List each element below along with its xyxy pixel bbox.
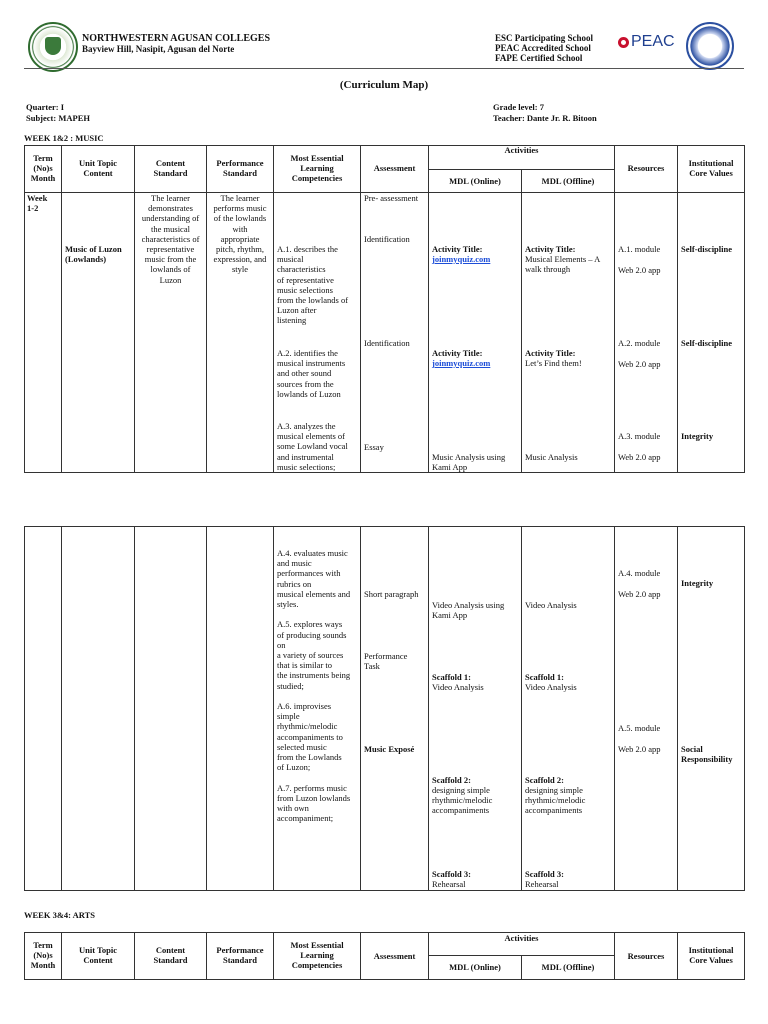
- w3-col-header-mdl-offline: MDL (Offline): [541, 962, 595, 972]
- joinmyquiz-link-a2[interactable]: joinmyquiz.com: [432, 358, 491, 368]
- assessment-performance-task: Performance Task: [364, 651, 408, 672]
- competencies-a4-a7: A.4. evaluates music and music performances with rubrics on musical elements and styles. A.5. explores ways of producing sounds on a variety of sources that is similar to the instruments being studied; A.6. improvises simple rhythmic/melodic accompaniments to selected music from the Lowlands of Luzon; A.7. performs music from Luzon lowlands with own accompaniment;: [277, 548, 351, 824]
- esc-line: ESC Participating School: [495, 33, 594, 43]
- resource-a5-web: Web 2.0 app: [618, 744, 661, 754]
- col-header-activities: Activities: [504, 145, 539, 155]
- offline-activity-a2: Let’s Find them!: [525, 358, 582, 368]
- online-activity-title-a1: Activity Title:: [432, 244, 483, 254]
- w3-col-header-performance-standard: Performance Standard: [216, 945, 264, 966]
- term-week-1-2: Week 1-2: [27, 193, 48, 214]
- college-address: Bayview Hill, Nasipit, Agusan del Norte: [82, 44, 235, 54]
- col-header-term: Term (No)s Month: [30, 153, 56, 184]
- resource-a5-module: A.5. module: [618, 723, 661, 733]
- assessment-pre: Pre- assessment: [364, 193, 419, 203]
- college-name: NORTHWESTERN AGUSAN COLLEGES: [82, 33, 271, 44]
- online-scaffold-2-text: designing simple rhythmic/melodic accompaniments: [432, 785, 493, 816]
- w3-col-header-resources: Resources: [627, 951, 665, 961]
- col-header-mdl-offline: MDL (Offline): [541, 176, 595, 186]
- online-scaffold-3-text: Rehearsal: [432, 879, 466, 889]
- w3-col-header-assessment: Assessment: [373, 951, 416, 961]
- online-scaffold-2-title: Scaffold 2:: [432, 775, 471, 785]
- w3-col-header-content-standard: Content Standard: [153, 945, 188, 966]
- w3-col-header-mdl-online: MDL (Online): [449, 962, 501, 972]
- assessment-music-expose: Music Exposé: [364, 744, 415, 754]
- resource-a2-web: Web 2.0 app: [618, 359, 661, 369]
- col-header-resources: Resources: [627, 163, 665, 173]
- w3-col-header-term: Term (No)s Month: [30, 940, 56, 971]
- document-title: (Curriculum Map): [339, 79, 429, 91]
- offline-scaffold-2-text: designing simple rhythmic/melodic accompaniments: [525, 785, 586, 816]
- week-1-2-label: WEEK 1&2 : MUSIC: [24, 133, 104, 143]
- w3-col-header-competencies: Most Essential Learning Competencies: [290, 940, 344, 971]
- offline-scaffold-3-text: Rehearsal: [525, 879, 559, 889]
- offline-activity-title-a2: Activity Title:: [525, 348, 576, 358]
- esc-seal-logo: [686, 22, 734, 70]
- col-header-core-values: Institutional Core Values: [688, 158, 734, 179]
- col-header-performance-standard: Performance Standard: [216, 158, 264, 179]
- core-value-integrity: Integrity: [681, 578, 714, 588]
- offline-scaffold-1-title: Scaffold 1:: [525, 672, 564, 682]
- online-activity-a3: Music Analysis using Kami App: [432, 452, 506, 473]
- assessment-a1: Identification: [364, 234, 410, 244]
- assessment-short-paragraph: Short paragraph: [364, 589, 419, 599]
- col-header-content-standard: Content Standard: [153, 158, 188, 179]
- resource-a1-module: A.1. module: [618, 244, 661, 254]
- resource-a2-module: A.2. module: [618, 338, 661, 348]
- col-header-competencies: Most Essential Learning Competencies: [290, 153, 344, 184]
- peac-line: PEAC Accredited School: [495, 43, 591, 53]
- offline-activity-a1: Musical Elements – A walk through: [525, 254, 601, 275]
- resource-a3-web: Web 2.0 app: [618, 452, 661, 462]
- unit-topic: Music of Luzon (Lowlands): [65, 244, 122, 265]
- peac-logo: [618, 33, 682, 53]
- competency-a1: A.1. describes the musical characteristics of representative music selections from the lowlands of Luzon after listening: [277, 244, 349, 326]
- core-value-a3: Integrity: [681, 431, 714, 441]
- quarter-label: Quarter: I: [26, 102, 65, 112]
- assessment-a3: Essay: [364, 442, 384, 452]
- offline-activity-title-a1: Activity Title:: [525, 244, 576, 254]
- esc-logo-text: ESC: [700, 38, 721, 49]
- content-standard: The learner demonstrates understanding of the musical characteristics of representative music from the lowlands of Luzon: [141, 193, 200, 285]
- col-header-assessment: Assessment: [373, 163, 416, 173]
- core-value-social-responsibility: Social Responsibility: [681, 744, 733, 765]
- peac-logo-text: PEAC: [631, 33, 675, 50]
- w3-col-header-unit-topic: Unit Topic Content: [78, 945, 118, 966]
- teacher-label: Teacher: Dante Jr. R. Bitoon: [493, 113, 597, 123]
- resource-a1-web: Web 2.0 app: [618, 265, 661, 275]
- offline-scaffold-1-text: Video Analysis: [525, 682, 577, 692]
- online-activity-title-a2: Activity Title:: [432, 348, 483, 358]
- assessment-a2: Identification: [364, 338, 410, 348]
- resource-a3-module: A.3. module: [618, 431, 661, 441]
- offline-video-analysis: Video Analysis: [525, 600, 577, 610]
- online-scaffold-3-title: Scaffold 3:: [432, 869, 471, 879]
- col-header-mdl-online: MDL (Online): [449, 176, 501, 186]
- college-seal-logo: [28, 22, 78, 72]
- resource-a4-module: A.4. module: [618, 568, 661, 578]
- competency-a3: A.3. analyzes the musical elements of some Lowland vocal and instrumental music selections;: [277, 421, 348, 471]
- accreditation-lines: [495, 33, 617, 63]
- offline-scaffold-3-title: Scaffold 3:: [525, 869, 564, 879]
- joinmyquiz-link-a1[interactable]: joinmyquiz.com: [432, 254, 491, 264]
- online-scaffold-1-title: Scaffold 1:: [432, 672, 471, 682]
- week-3-4-label: WEEK 3&4: ARTS: [24, 910, 96, 920]
- competency-a2: A.2. identifies the musical instruments and other sound sources from the lowlands of Luzon: [277, 348, 346, 399]
- online-scaffold-1-text: Video Analysis: [432, 682, 484, 692]
- core-value-a1: Self-discipline: [681, 244, 733, 254]
- core-value-a2: Self-discipline: [681, 338, 733, 348]
- offline-activity-a3: Music Analysis: [525, 452, 578, 462]
- performance-standard: The learner performs music of the lowlands with appropriate pitch, rhythm, expression, and style: [213, 193, 267, 275]
- col-header-unit-topic: Unit Topic Content: [78, 158, 118, 179]
- resource-a4-web: Web 2.0 app: [618, 589, 661, 599]
- offline-scaffold-2-title: Scaffold 2:: [525, 775, 564, 785]
- online-video-analysis: Video Analysis using Kami App: [432, 600, 505, 621]
- w3-col-header-activities: Activities: [504, 933, 539, 943]
- w3-col-header-core-values: Institutional Core Values: [688, 945, 734, 966]
- fape-line: FAPE Certified School: [495, 53, 583, 63]
- subject-label: Subject: MAPEH: [26, 113, 90, 123]
- grade-level-label: Grade level: 7: [493, 102, 544, 112]
- header-divider: [24, 68, 744, 69]
